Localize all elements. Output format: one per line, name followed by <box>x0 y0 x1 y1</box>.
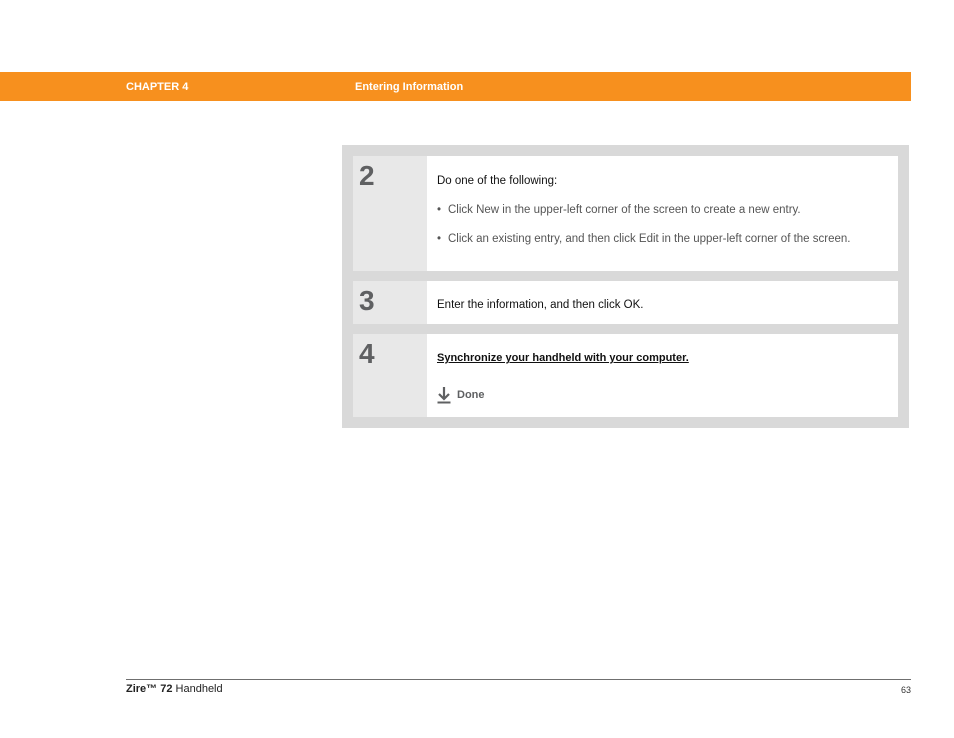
sync-link-text[interactable]: Synchronize your handheld with your computer. <box>437 352 689 364</box>
step-text: Enter the information, and then click OK. <box>437 299 644 311</box>
step-4 <box>353 334 898 417</box>
done-label: Done <box>457 389 485 401</box>
done-arrow-icon <box>437 386 451 404</box>
sync-link[interactable] <box>437 352 689 364</box>
footer-divider <box>126 679 911 680</box>
list-item <box>437 203 868 217</box>
list-item-text: Click New in the upper-left corner of the screen to create a new entry. <box>448 204 801 216</box>
steps-panel <box>342 145 909 428</box>
step-content <box>427 334 898 417</box>
chapter-header-bar <box>0 72 911 101</box>
step-number: 4 <box>353 334 427 417</box>
step-number: 2 <box>353 156 427 271</box>
done-indicator <box>437 386 485 404</box>
product-suffix: Handheld <box>172 683 223 695</box>
footer-product <box>126 683 223 695</box>
list-item <box>437 232 868 246</box>
bullet-dot: • <box>437 233 442 245</box>
step-2 <box>353 156 898 271</box>
product-name: Zire™ 72 <box>126 683 173 695</box>
bullet-dot: • <box>437 204 442 216</box>
chapter-label: CHAPTER 4 <box>126 81 189 93</box>
step-number: 3 <box>353 281 427 324</box>
step-content <box>427 156 898 271</box>
step-3 <box>353 281 898 324</box>
step-intro: Do one of the following: <box>437 175 558 187</box>
step-content <box>427 281 898 324</box>
section-title: Entering Information <box>355 81 464 93</box>
list-item-text: Click an existing entry, and then click Edit in the upper-left corner of the screen. <box>448 233 851 245</box>
page-number: 63 <box>900 685 911 695</box>
